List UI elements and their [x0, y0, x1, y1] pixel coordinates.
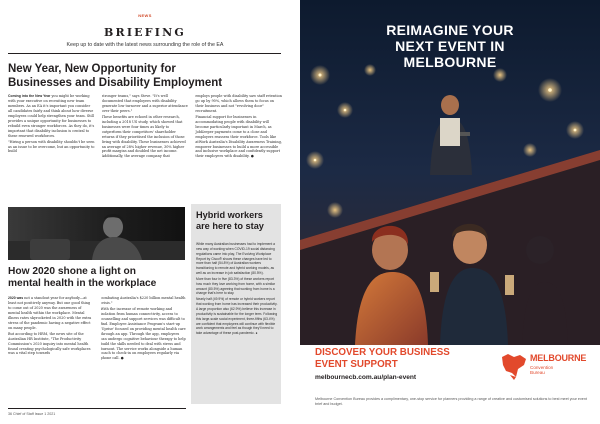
paragraph: combating Australia's $220 billion mental health crisis." — [100, 296, 186, 305]
article-1-title-line: New Year, New Opportunity for — [8, 63, 176, 75]
paragraph: Nearly half (49.9%) of remote or hybrid workers report that working from home has increased their productivity. A large proportion also (62.9%) believe this increase in productivity is sustainable for the longer term. Following this large-scale social experiment, three-fifths (63.4%) are confident that employees will continue with flexible work arrangements and feel as though they'll need to take advantage of these post-pandemic. ● — [196, 297, 278, 336]
cta-title-line: DISCOVER YOUR BUSINESS — [315, 347, 450, 358]
paragraph: "Hiring a person with disability shouldn't be seen as an issue to be overcome, but an opportunity to build — [8, 139, 95, 154]
logo-wordmark: MELBOURNE — [530, 353, 587, 363]
melbourne-convention-bureau-logo — [500, 351, 590, 391]
article-1-title-line: Businesses and Disability Employment — [8, 77, 223, 89]
hero-image — [300, 0, 600, 345]
article-1-column-2 — [102, 94, 189, 202]
paragraph — [8, 296, 94, 331]
divider — [8, 408, 186, 409]
cta-panel — [300, 345, 600, 405]
right-page-advert — [300, 0, 600, 424]
sidebar-title — [196, 210, 278, 232]
hybrid-sidebar — [191, 204, 281, 404]
left-page — [0, 0, 290, 424]
sidebar-body — [196, 242, 278, 337]
divider — [8, 53, 281, 54]
cta-title — [315, 347, 450, 371]
plan-event-link[interactable]: melbournecb.com.au/plan-event — [315, 374, 417, 381]
article-2-column-2 — [101, 296, 187, 402]
article-2-title-line: How 2020 shone a light on — [8, 266, 136, 277]
article-2-column-1 — [8, 296, 94, 402]
paragraph: More than four in five (83.3%) of these workers report how much they love working from home, with a similar amount (80.5%) agreeing that working from home is a change that's here to stay. — [196, 276, 275, 296]
headline-line: MELBOURNE — [403, 54, 497, 70]
headline-line: REIMAGINE YOUR — [386, 22, 514, 38]
paragraph: These benefits are echoed in other research, including a 2018 US study, which showed that businesses were four times as likely to outperform their competitors' shareholder returns if they prioritised the inclusion of those living with disability. These businesses achieved an average of 28% higher revenue, 30% higher profit margins and doubled the net income. Additionally, the average company that — [101, 114, 186, 159]
paragraph: While many Australian businesses had to implement a new way of working when COVID-19 social distancing regulations came into play, The Evolving Workplace Report by Cisco® shows these changes have led to more than half (54.8%) of Australian workers transitioning to remote and hybrid working models, as well as an increase in job satisfaction (80.5%). — [196, 242, 275, 276]
article-1-body — [8, 94, 282, 202]
paragraph: stronger teams," says Steve. "It's well documented that employees with disability generate low turnover and a superior attendance over their peers." — [101, 94, 188, 113]
page-title: BRIEFING — [104, 26, 186, 39]
article-2-title — [8, 266, 186, 290]
page-subtitle: Keep up to date with the latest news surrounding the role of the EA — [66, 42, 224, 48]
cta-title-line: EVENT SUPPORT — [315, 359, 398, 370]
article-1-title — [8, 62, 284, 90]
section-tag: NEWS — [138, 13, 152, 18]
article-2-body — [8, 296, 186, 402]
hero-headline — [300, 22, 600, 70]
headline-line: NEXT EVENT IN — [395, 38, 505, 54]
paragraph-text: you might be working with your executive on recruiting new team members. As an EA it's important you consider all candidates fairly and think about how diverse employees could help strengthen your team. Still provides a unique opportunity for businesses to rebuild even stronger workforces. As they do, it's important that disability inclusion is central to these renewed workforces. — [8, 94, 95, 138]
victoria-map-icon — [500, 351, 528, 381]
sidebar-title-line: are here to stay — [196, 221, 264, 231]
paragraph: With the increase of remote working and isolation from human connectivity, access to counselling and support services was difficult to find. Employee Assistance Program's start-up 'Uprise' focused on providing mental health care through an app. Through the app, employees can undergo cognitive behaviour therapy to help build the skills needed to deal with stress and burnout. The service works alongside a human coach to check-in on employees regularly via phone call. ● — [100, 306, 186, 361]
logo-subtitle-line: Bureau — [530, 370, 545, 376]
sidebar-title-line: Hybrid workers — [196, 210, 263, 220]
paragraph: But according to HRM, the news site of the Australian HR Institute, "The Productivity Commission's 2020 inquiry into mental health found creating psychologically safe workplaces was a vital step towards — [8, 331, 91, 356]
paragraph: Financial support for businesses in accommodating people with disability will become particularly important in March, as JobKeeper payments come to a close and employers reassess their workforce. Tools like atWork Australia's Disability Awareness Training, empower businesses to build a more accessible and inclusive workplace and confidently support their employees with disability. ● — [195, 114, 282, 159]
advert-disclaimer: Melbourne Convention Bureau provides a complimentary, one-stop service for planners providing a range of creative and customised solutions to best meet your event brief and budget. — [315, 397, 587, 406]
article-2-title-line: mental health in the workplace — [8, 278, 157, 290]
article-2-photo — [8, 207, 185, 260]
logo-subtitle — [530, 365, 553, 375]
page-footer: 36 Chief of Staff Issue 1 2021 — [8, 412, 56, 416]
paragraph — [8, 94, 95, 139]
article-1-column-3 — [195, 94, 282, 202]
paragraph-text: not a standout year for anybody—at least not positively anyway. But one good thing to come out of 2020 was the awareness of mental health within the workplace. Mental illness rates skyrocketed in 2020 with the extra stress of the pandemic having a negative effect on many people. — [8, 296, 92, 330]
lead-in: 2020 was — [8, 296, 24, 300]
paragraph: employs people with disability saw staff retention go up by 90%, which allows them to focus on their business and not "revolving door" recruitment. — [195, 94, 282, 113]
logo-subtitle-line: Convention — [530, 365, 554, 370]
article-1-column-1 — [8, 94, 95, 202]
lead-in: Coming into the New Year — [8, 94, 51, 98]
